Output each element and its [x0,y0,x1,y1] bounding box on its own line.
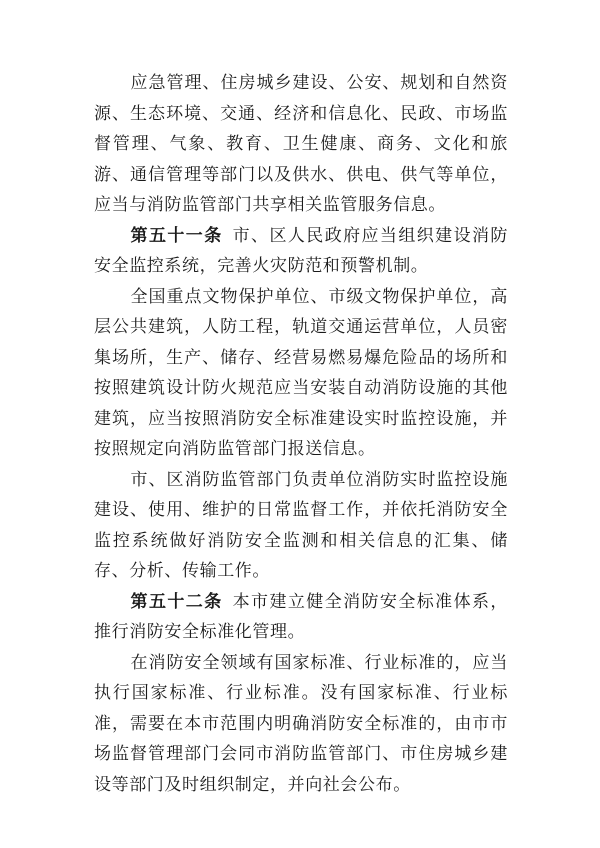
article-text: 市、区人民政府应当组织建设消防安全监控系统，完善火灾防范和预警机制。 [94,225,509,276]
paragraph-monitoring-units [94,282,508,465]
paragraph-text: 应急管理、住房城乡建设、公安、规划和自然资源、生态环境、交通、经济和信息化、民政、市场监督管理、气象、教育、卫生健康、商务、文化和旅游、通信管理等部门以及供水、供电、供气等单位，应当与消防监管部门共享相关监管服务信息。 [94,73,508,215]
paragraph-info-sharing [94,68,508,221]
article-text: 本市建立健全消防安全标准体系，推行消防安全标准化管理。 [94,591,509,642]
article-number: 第五十二条 [130,591,223,612]
article-51 [94,221,508,282]
paragraph-supervision-duty [94,465,508,587]
document-body [94,68,508,800]
paragraph-text: 全国重点文物保护单位、市级文物保护单位，高层公共建筑，人防工程，轨道交通运营单位，人员密集场所，生产、储存、经营易燃易爆危险品的场所和按照建筑设计防火规范应当安装自动消防设施的其他建筑，应当按照消防安全标准建设实时监控设施，并按照规定向消防监管部门报送信息。 [94,286,508,459]
article-52 [94,587,508,648]
article-number: 第五十一条 [130,225,223,246]
paragraph-standards [94,648,508,801]
paragraph-text: 市、区消防监管部门负责单位消防实时监控设施建设、使用、维护的日常监督工作，并依托消防安全监控系统做好消防安全监测和相关信息的汇集、储存、分析、传输工作。 [94,469,508,581]
paragraph-text: 在消防安全领域有国家标准、行业标准的，应当执行国家标准、行业标准。没有国家标准、行业标准，需要在本市范围内明确消防安全标准的，由市市场监督管理部门会同市消防监管部门、市住房城乡建设等部门及时组织制定，并向社会公布。 [94,652,508,795]
